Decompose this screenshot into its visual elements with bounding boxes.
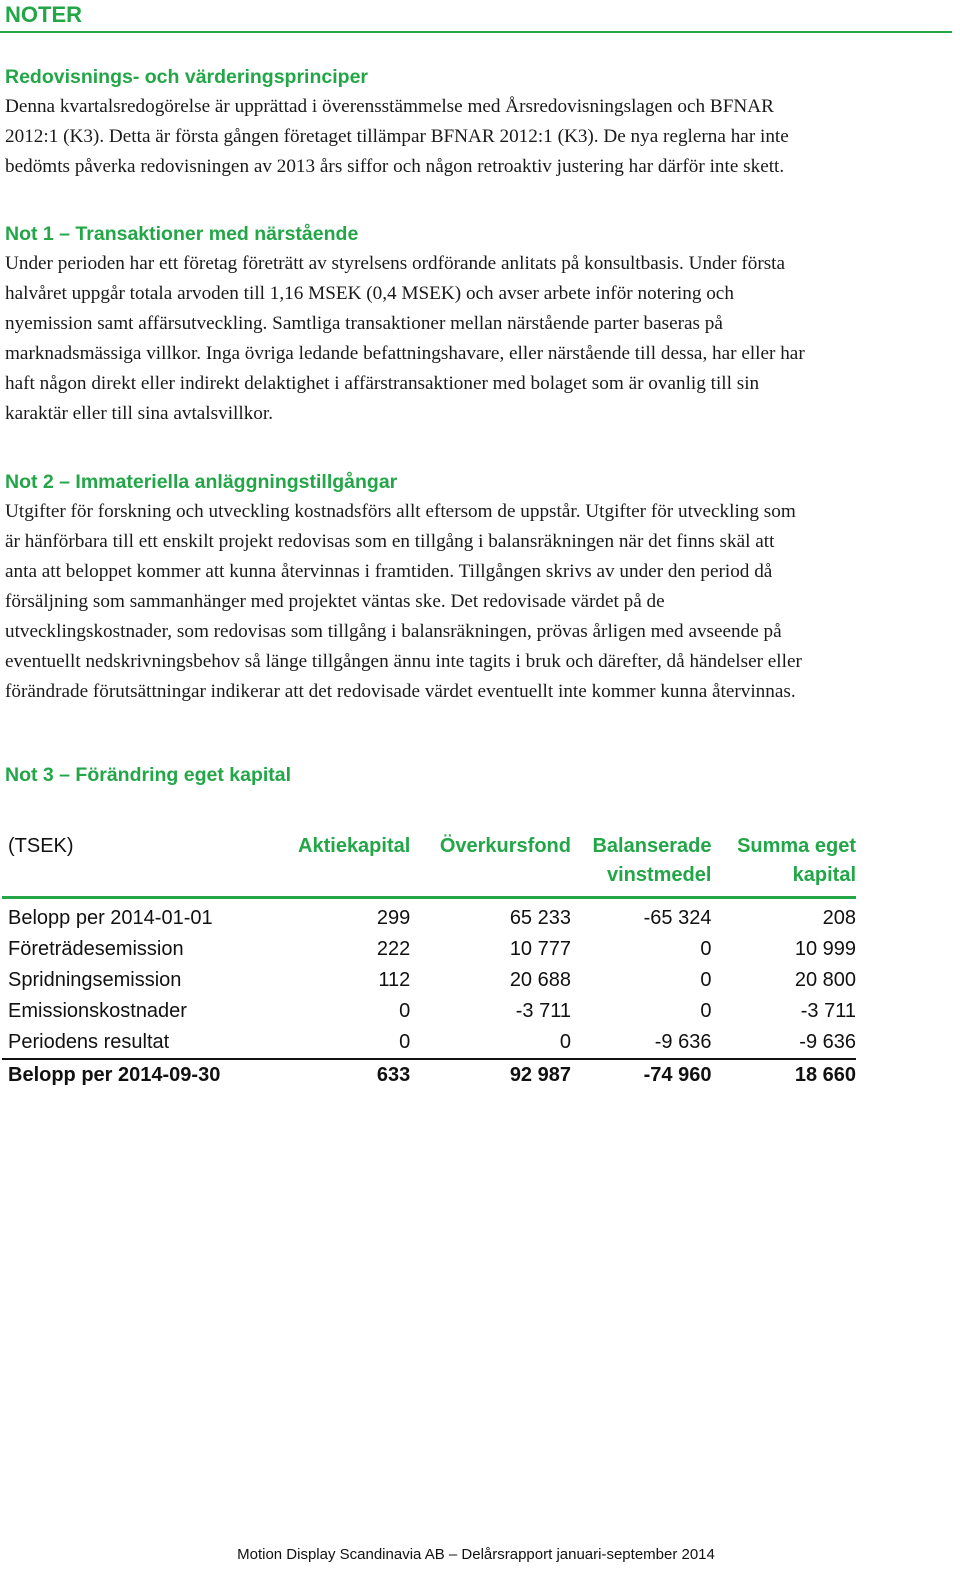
- row-label: Spridningsemission: [8, 969, 182, 991]
- paragraph-line: utvecklingskostnader, som redovisas som tillgång i balansräkningen, prövas årligen med avseende på: [5, 621, 782, 642]
- cell-aktiekapital: 222: [376, 938, 411, 960]
- header-line: vinstmedel: [606, 864, 712, 886]
- section-note-1: [5, 219, 950, 429]
- cell-balanserade: 0: [700, 938, 712, 960]
- section-paragraph: [5, 92, 950, 182]
- row-label: Emissionskostnader: [8, 1000, 187, 1022]
- cell-overkursfond: 65 233: [509, 907, 571, 929]
- cell-balanserade: 0: [700, 969, 712, 991]
- section-paragraph: [5, 497, 950, 707]
- header-summa-eget-kapital: [711, 830, 856, 898]
- section-heading: Not 2 – Immateriella anläggningstillgångar: [5, 471, 398, 493]
- cell-balanserade: -9 636: [654, 1031, 712, 1053]
- section-heading: Not 3 – Förändring eget kapital: [5, 764, 292, 786]
- cell-summa: 18 660: [711, 1059, 856, 1090]
- row-label: Belopp per 2014-09-30: [2, 1059, 281, 1090]
- header-line: Summa eget: [737, 835, 856, 857]
- paragraph-line: Denna kvartalsredogörelse är upprättad i överensstämmelse med Årsredovisningslagen och BFNAR: [5, 96, 774, 117]
- row-label: Periodens resultat: [8, 1031, 170, 1053]
- equity-change-table: [2, 830, 856, 1090]
- cell-overkursfond: -3 711: [515, 1000, 571, 1022]
- paragraph-line: 2012:1 (K3). Detta är första gången företaget tillämpar BFNAR 2012:1 (K3). De nya reglerna har inte: [5, 126, 789, 147]
- cell-aktiekapital: 299: [376, 907, 411, 929]
- paragraph-line: anta att beloppet kommer att kunna återvinnas i framtiden. Tillgången skrivs av under den period då: [5, 561, 773, 582]
- table-row: [2, 996, 856, 1027]
- section-heading: Redovisnings- och värderingsprinciper: [5, 66, 368, 88]
- cell-overkursfond: 20 688: [509, 969, 571, 991]
- cell-balanserade: -74 960: [571, 1059, 711, 1090]
- paragraph-line: marknadsmässiga villkor. Inga övriga ledande befattningshavare, eller närstående till dessa, har eller har: [5, 343, 805, 364]
- section-accounting-principles: [5, 62, 950, 182]
- table-row: [2, 898, 856, 935]
- cell-overkursfond: 0: [559, 1031, 571, 1053]
- row-label: Belopp per 2014-01-01: [8, 907, 213, 929]
- paragraph-line: karaktär eller till sina avtalsvillkor.: [5, 403, 274, 424]
- cell-overkursfond: 10 777: [509, 938, 571, 960]
- paragraph-line: eventuellt nedskrivningsbehov så länge tillgången ännu inte tagits i bruk och därefter, då händelser eller: [5, 651, 802, 672]
- table-row: [2, 934, 856, 965]
- cell-balanserade: 0: [700, 1000, 712, 1022]
- paragraph-line: halvåret uppgår totala arvoden till 1,16 MSEK (0,4 MSEK) och avser arbete inför notering och: [5, 283, 734, 304]
- row-label: Företrädesemission: [8, 938, 184, 960]
- header-aktiekapital: Aktiekapital: [281, 830, 410, 898]
- header-unit: (TSEK): [2, 830, 281, 898]
- table-header-row: [2, 830, 856, 898]
- paragraph-line: haft någon direkt eller indirekt delaktighet i affärstransaktioner med bolaget som är ovanlig till sin: [5, 373, 760, 394]
- cell-aktiekapital: 112: [378, 969, 411, 991]
- page-footer: Motion Display Scandinavia AB – Delårsrapport januari-september 2014: [237, 1546, 715, 1563]
- section-note-3: [5, 760, 950, 790]
- section-note-2: [5, 467, 950, 707]
- header-line: Balanserade: [592, 835, 712, 857]
- paragraph-line: Utgifter för forskning och utveckling kostnadsförs allt eftersom de uppstår. Utgifter för utveckling som: [5, 501, 796, 522]
- title-divider: [0, 31, 952, 33]
- section-paragraph: [5, 249, 950, 429]
- cell-aktiekapital: 633: [281, 1059, 410, 1090]
- paragraph-line: försäljning som sammanhänger med projektet väntas ske. Det redovisade värdet på de: [5, 591, 665, 612]
- cell-summa: 208: [822, 907, 856, 929]
- paragraph-line: Under perioden har ett företag företrätt av styrelsens ordförande anlitats på konsultbasis. Under första: [5, 253, 786, 274]
- cell-summa: -9 636: [799, 1031, 856, 1053]
- cell-summa: 20 800: [794, 969, 856, 991]
- header-line: kapital: [792, 864, 856, 886]
- paragraph-line: förändrade förutsättningar indikerar att det redovisade värdet eventuellt inte kommer kunna återvinnas.: [5, 681, 796, 702]
- paragraph-line: nyemission samt affärsutveckling. Samtliga transaktioner mellan närstående parter baseras på: [5, 313, 723, 334]
- paragraph-line: är hänförbara till ett enskilt projekt redovisas som en tillgång i balansräkningen när det finns skäl att: [5, 531, 775, 552]
- paragraph-line: bedömts påverka redovisningen av 2013 års siffor och någon retroaktiv justering har därför inte skett.: [5, 156, 785, 177]
- header-balanserade-vinstmedel: [571, 830, 711, 898]
- cell-aktiekapital: 0: [399, 1000, 411, 1022]
- cell-overkursfond: 92 987: [410, 1059, 571, 1090]
- cell-balanserade: -65 324: [643, 907, 712, 929]
- table-total-row: [2, 1059, 856, 1090]
- cell-summa: -3 711: [800, 1000, 856, 1022]
- table-row: [2, 1027, 856, 1059]
- header-overkursfond: Överkursfond: [410, 830, 571, 898]
- section-heading: Not 1 – Transaktioner med närstående: [5, 223, 359, 245]
- cell-summa: 10 999: [794, 938, 856, 960]
- table-row: [2, 965, 856, 996]
- cell-aktiekapital: 0: [399, 1031, 411, 1053]
- page-title: NOTER: [5, 2, 82, 27]
